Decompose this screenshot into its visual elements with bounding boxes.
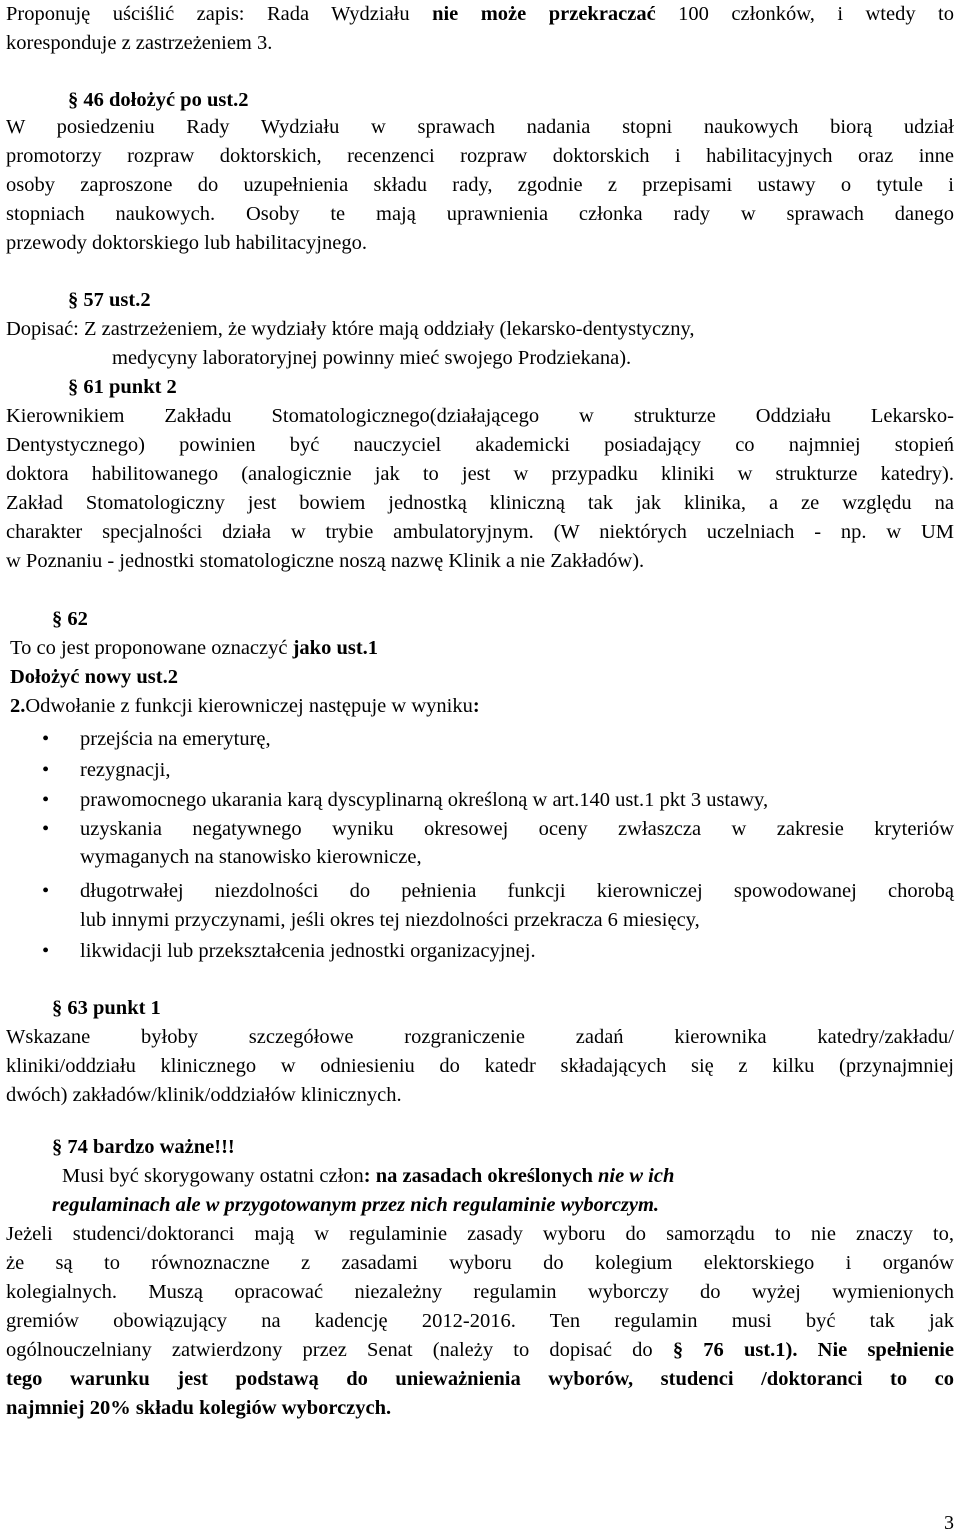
bullet-6-icon: • <box>42 940 50 962</box>
heading-46: § 46 dołożyć po ust.2 <box>68 89 249 111</box>
heading-74: § 74 bardzo ważne!!! <box>52 1136 235 1158</box>
s46-line-4: stopniach naukowych. Osoby te mają uprawnienia członka rady w sprawach danego <box>6 203 954 225</box>
heading-63: § 63 punkt 1 <box>52 997 161 1019</box>
bullet-item-1: przejścia na emeryturę, <box>80 728 271 750</box>
intro-emphasis: nie może przekraczać <box>432 3 656 25</box>
s63-line-1: Wskazane byłoby szczegółowe rozgraniczenie zadań kierownika katedry/zakładu/ <box>6 1026 954 1048</box>
s74-line-4: że są to równoznaczne z zasadami wyboru do kolegium elektorskiego i organów <box>6 1252 954 1274</box>
bullet-item-3: prawomocnego ukarania karą dyscyplinarną określoną w art.140 ust.1 pkt 3 ustawy, <box>80 789 769 811</box>
bullet-3-icon: • <box>42 789 50 811</box>
s74-line-9: najmniej 20% składu kolegiów wyborczych. <box>6 1397 392 1419</box>
s61-line-4: Zakład Stomatologiczny jest bowiem jednostką kliniczną tak jak klinika, a ze względu na <box>6 492 954 514</box>
s63-line-3: dwóch) zakładów/klinik/oddziałów klinicznych. <box>6 1084 402 1106</box>
bullet-item-4: uzyskania negatywnego wyniku okresowej oceny zwłaszcza w zakresie kryteriów <box>80 818 954 840</box>
s46-line-5: przewody doktorskiego lub habilitacyjnego. <box>6 232 367 254</box>
bullet-item-5-cont: lub innymi przyczynami, jeśli okres tej niezdolności przekracza 6 miesięcy, <box>80 909 700 931</box>
s61-line-3: doktora habilitowanego (analogicznie jak to jest w przypadku kliniki w strukturze katedry). <box>6 463 954 485</box>
s62-line-3: 2.Odwołanie z funkcji kierowniczej następuje w wyniku: <box>10 695 480 717</box>
intro-line-1: Proponuję uściślić zapis: Rada Wydziału nie może przekraczać 100 członków, i wtedy to <box>6 3 954 25</box>
bullet-4-icon: • <box>42 818 50 840</box>
s74-line-6: gremiów obowiązujący na kadencję 2012-2016. Ten regulamin musi być tak jak <box>6 1310 954 1332</box>
s74-line-3: Jeżeli studenci/doktoranci mają w regulaminie zasady wyboru do samorządu to nie znaczy to, <box>6 1223 954 1245</box>
s46-line-1: W posiedzeniu Rady Wydziału w sprawach nadania stopni naukowych biorą udział <box>6 116 954 138</box>
s74-line-5: kolegialnych. Muszą opracować niezależny regulamin wyborczy do wyżej wymienionych <box>6 1281 954 1303</box>
s63-line-2: kliniki/oddziału klinicznego w odniesieniu do katedr składających się z kilku (przynajmniej <box>6 1055 954 1077</box>
bullet-1-icon: • <box>42 728 50 750</box>
s74-line-2: regulaminach ale w przygotowanym przez nich regulaminie wyborczym. <box>52 1194 660 1216</box>
s61-line-1: Kierownikiem Zakładu Stomatologicznego(działającego w strukturze Oddziału Lekarsko- <box>6 405 954 427</box>
intro-line-2: koresponduje z zastrzeżeniem 3. <box>6 32 273 54</box>
bullet-5-icon: • <box>42 880 50 902</box>
heading-62: § 62 <box>52 608 88 630</box>
s74-line-8: tego warunku jest podstawą do unieważnienia wyborów, studenci /doktoranci to co <box>6 1368 954 1390</box>
s57-line-2: medycyny laboratoryjnej powinny mieć swojego Prodziekana). <box>112 347 632 369</box>
s62-line-2: Dołożyć nowy ust.2 <box>10 666 178 688</box>
bullet-2-icon: • <box>42 759 50 781</box>
bullet-item-4-cont: wymaganych na stanowisko kierownicze, <box>80 846 422 868</box>
heading-61: § 61 punkt 2 <box>68 376 177 398</box>
s61-line-5: charakter specjalności działa w trybie ambulatoryjnym. (W niektórych uczelniach - np. w UM <box>6 521 954 543</box>
s74-line-7: ogólnouczelniany zatwierdzony przez Senat (należy to dopisać do § 76 ust.1). Nie spełnienie <box>6 1339 955 1361</box>
bullet-item-5: długotrwałej niezdolności do pełnienia funkcji kierowniczej spowodowanej chorobą <box>80 880 954 902</box>
s57-line-1: Dopisać: Z zastrzeżeniem, że wydziały które mają oddziały (lekarsko-dentystyczny, <box>6 318 695 340</box>
bullet-item-2: rezygnacji, <box>80 759 171 781</box>
s61-line-6: w Poznaniu - jednostki stomatologiczne noszą nazwę Klinik a nie Zakładów). <box>6 550 645 572</box>
s46-line-2: promotorzy rozpraw doktorskich, recenzenci rozpraw doktorskich i habilitacyjnych oraz inne <box>6 145 954 167</box>
bullet-item-6: likwidacji lub przekształcenia jednostki organizacyjnej. <box>80 940 536 962</box>
s46-line-3: osoby zaproszone do uzupełnienia składu rady, zgodnie z przepisami ustawy o tytule i <box>6 174 954 196</box>
page-number: 3 <box>944 1512 954 1534</box>
s61-line-2: Dentystycznego) powinien być nauczyciel akademicki posiadający co najmniej stopień <box>6 434 954 456</box>
s62-line-1: To co jest proponowane oznaczyć jako ust.1 <box>10 637 379 659</box>
s74-line-1: Musi być skorygowany ostatni człon: na zasadach określonych nie w ich <box>62 1165 675 1187</box>
heading-57: § 57 ust.2 <box>68 289 151 311</box>
